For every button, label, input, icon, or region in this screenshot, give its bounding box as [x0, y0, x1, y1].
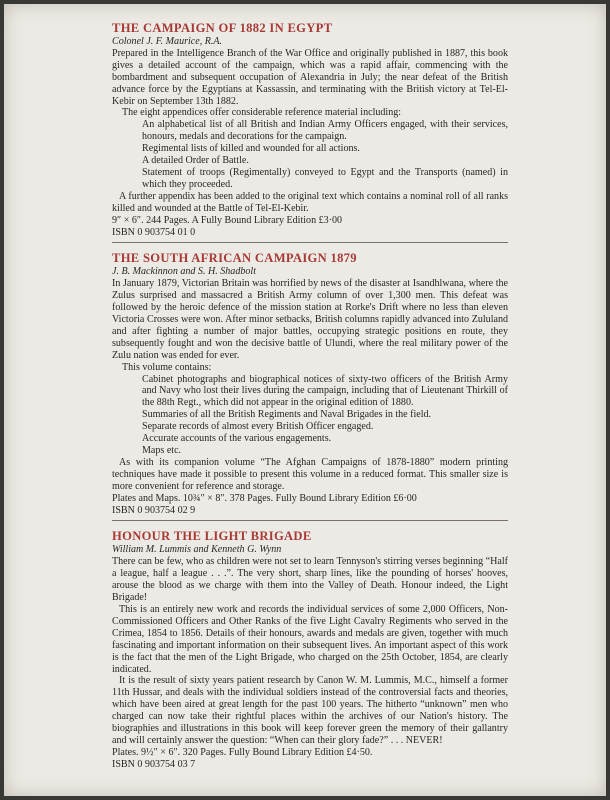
list-intro: The eight appendices offer considerable reference material including: [122, 107, 402, 119]
book-author: William M. Lummis and Kenneth G. Wynn [112, 544, 282, 556]
book-format: 9″ × 6″. 244 Pages. A Fully Bound Library Edition £3·00 [112, 214, 343, 226]
book-author: J. B. Mackinnon and S. H. Shadbolt [112, 266, 256, 278]
book-isbn: ISBN 0 903754 03 7 [112, 758, 196, 770]
book-isbn: ISBN 0 903754 01 0 [112, 226, 196, 238]
book-entry-south-africa [112, 243, 508, 521]
book-title: HONOUR THE LIGHT BRIGADE [112, 529, 312, 544]
contents-list [142, 374, 508, 457]
list-item: Accurate accounts of the various engagements. [142, 433, 332, 445]
list-item: Regimental lists of killed and wounded for all actions. [142, 143, 360, 155]
jacket-text [112, 21, 508, 775]
book-description: Prepared in the Intelligence Branch of the War Office and originally published in 1887, this book gives a detailed account of the campaign, which was a rapid affair, commencing with the bombardment and subsequent occupation of Alexandria in July; the near defeat of the British advance force by the Egyptians at Kassassin, and terminating with the British victory at Tel-El-Kebir on September 13th 1882. [112, 47, 508, 107]
list-item: Cabinet photographs and biographical notices of sixty-two officers of the British Army and Navy who lost their lives during the campaign, including that of Lieutenant Thirkill of the 88th Regt., which did not appear in the original edition of 1880. [142, 373, 508, 409]
book-entry-egypt [112, 21, 508, 243]
book-format: Plates and Maps. 10¾″ × 8″. 378 Pages. Fully Bound Library Edition £6·00 [112, 492, 417, 504]
list-item: A detailed Order of Battle. [142, 155, 249, 167]
appendix-list [142, 119, 508, 190]
list-item: Separate records of almost every British Officer engaged. [142, 421, 374, 433]
list-intro: This volume contains: [122, 361, 212, 373]
book-isbn: ISBN 0 903754 02 9 [112, 504, 196, 516]
list-item: Summaries of all the British Regiments and Naval Brigades in the field. [142, 409, 432, 421]
list-item: An alphabetical list of all British and Indian Army Officers engaged, with their services, honours, medals and decorations for the campaign. [142, 119, 508, 143]
book-note: As with its companion volume “The Afghan Campaigns of 1878-1880” modern printing techniques have made it possible to present this volume in a reduced format. This smaller size is more convenient for reference and storage. [112, 456, 508, 492]
book-title: THE CAMPAIGN OF 1882 IN EGYPT [112, 21, 333, 35]
book-note: A further appendix has been added to the original text which contains a nominal roll of all ranks killed and wounded at the Battle of Tel-El-Kebir. [112, 190, 508, 214]
book-format: Plates. 9½″ × 6″. 320 Pages. Fully Bound Library Edition £4·50. [112, 746, 373, 758]
book-title: THE SOUTH AFRICAN CAMPAIGN 1879 [112, 251, 357, 266]
book-jacket [4, 4, 606, 796]
list-item: Maps etc. [142, 445, 182, 456]
book-author: Colonel J. F. Maurice, R.A. [112, 36, 223, 47]
book-description: This is an entirely new work and records the individual services of some 2,000 Officers, Non-Commissioned Officers and Other Ranks of the five Light Cavalry Regiments who served in the Crimea, 1854 to 1856. Details of their honours, awards and medals are given, together with much fascinating and important information on their subsequent lives. An important aspect of this work is the fact that the men of the Light Brigade, who charged on the 25th October, 1854, are clearly indicated. [112, 603, 508, 675]
list-item: Statement of troops (Regimentally) conveyed to Egypt and the Transports (named) in which they proceeded. [142, 166, 508, 190]
book-entry-light-brigade [112, 521, 508, 774]
book-description: In January 1879, Victorian Britain was horrified by news of the disaster at Isandhlwana, where the Zulus surprised and massacred a British Army column of over 1,300 men. This defeat was followed by the heroic defence of the mission station at Rorke's Drift where no less than eleven Victoria Crosses were won. After minor setbacks, British columns rapidly advanced into Zululand and after fighting a number of major battles, occupying strategic positions en route, they subsequently fought and won the decisive battle of Ulundi, where the real military power of the Zulu nation was ended for ever. [112, 278, 508, 361]
book-description: There can be few, who as children were not set to learn Tennyson's stirring verses beginning “Half a league, half a league . . .”. The very short, sharp lines, like the pounding of horses' hooves, arouse the blood as we charge with them into the Valley of Death. Honour indeed, the Light Brigade! [112, 556, 508, 604]
book-description: It is the result of sixty years patient research by Canon W. M. Lummis, M.C., himself a former 11th Hussar, and deals with the individual soldiers instead of the controversial facts and theories, which have been aired at great length for the past 100 years. The hitherto “unknown” men who charged can now take their rightful places within the archives of our Nation's history. The biographies and illustrations in this book will keep forever green the memory of their gallantry and will certainly answer the question: “When can their glory fade?” . . . NEVER! [112, 675, 508, 746]
